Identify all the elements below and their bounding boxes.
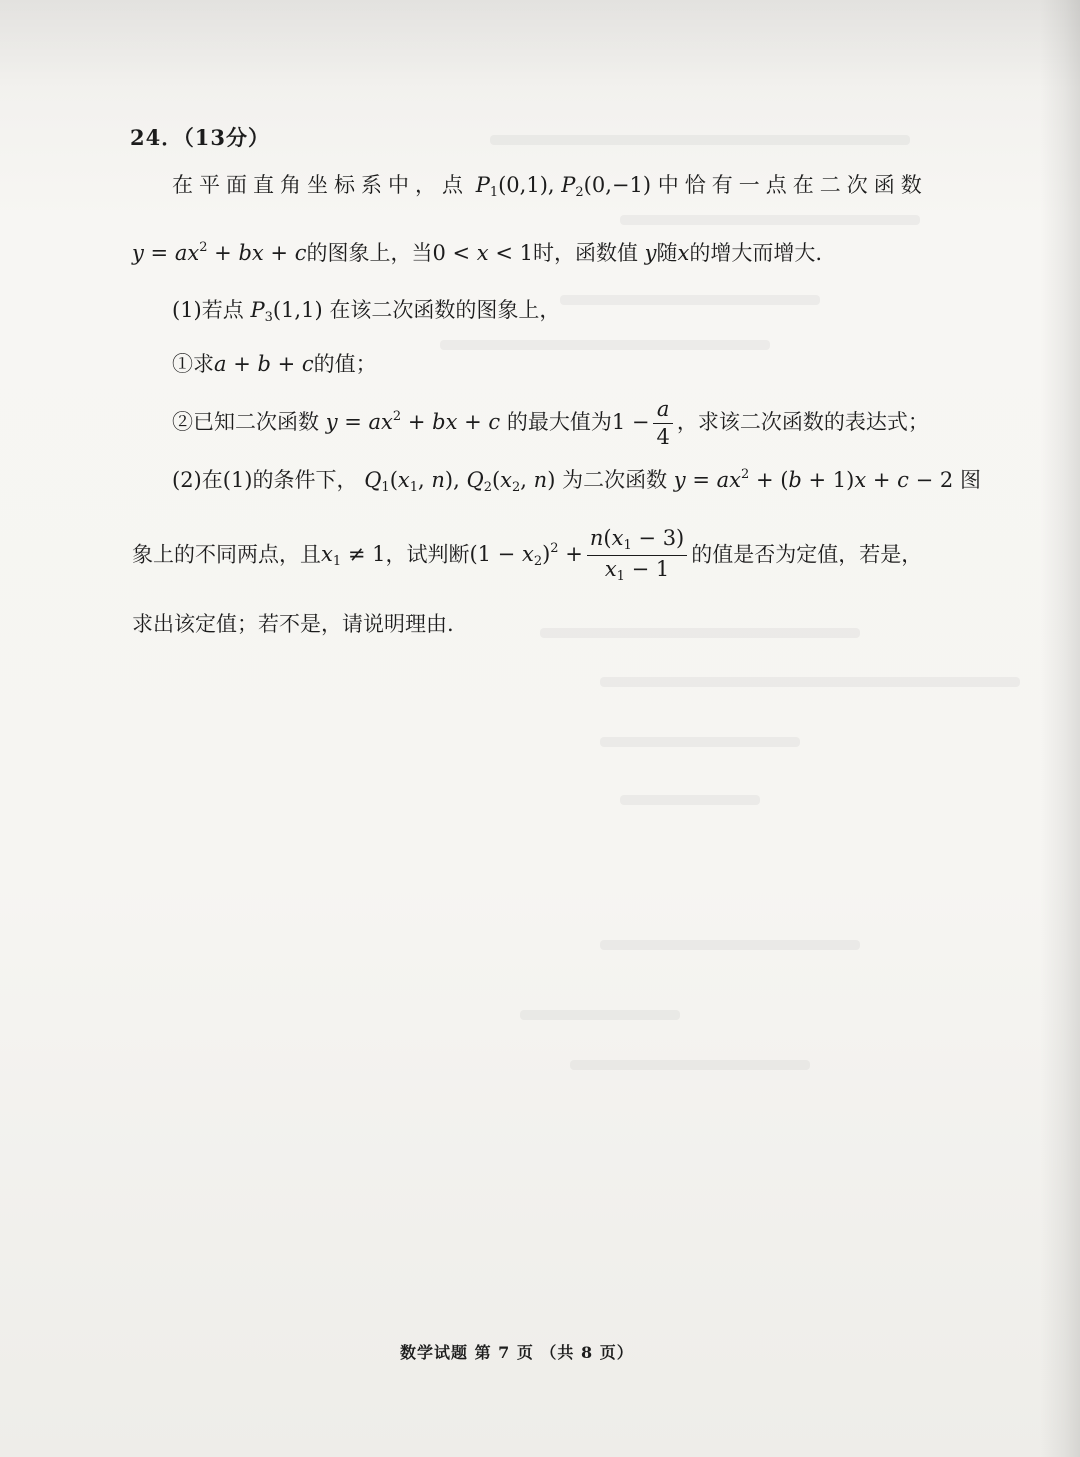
bleed-through-mark — [620, 795, 760, 805]
fraction-numerator: $n(x_1 - 3)$ — [587, 527, 687, 556]
part-1b-text: ②已知二次函数 — [172, 410, 319, 435]
part-1a-text: ①求 — [172, 352, 214, 376]
bleed-through-mark — [440, 340, 770, 350]
part-1b-text: ，求该二次函数的表达式； — [676, 410, 929, 435]
part-2-line-1 — [172, 467, 981, 496]
part-1a-line — [172, 352, 377, 377]
fraction-a-over-4 — [653, 398, 672, 449]
bleed-through-mark — [560, 295, 820, 305]
bleed-through-mark — [620, 215, 920, 225]
bleed-through-mark — [540, 628, 860, 638]
intro-text: 的增大而增大. — [689, 241, 823, 265]
part-1-text: (1)若点 — [172, 298, 244, 322]
intro-text: 的图象上，当 — [306, 241, 433, 265]
part-2-text: 象上的不同两点，且 — [132, 542, 321, 567]
question-number: 24．（13分） — [130, 125, 270, 150]
bleed-through-mark — [520, 1010, 680, 1020]
part-2-line-3: 求出该定值；若不是，请说明理由. — [132, 612, 454, 636]
part-2-text: ，试判断 — [385, 542, 470, 567]
math-a-plus-b-plus-c: a + b + c — [214, 352, 314, 376]
math-points-q1-q2: $Q_1(x_1$, n), $Q_2(x_2$, n) — [364, 468, 556, 495]
math-x1-not-1: $x_1 \ne 1$ — [321, 542, 386, 570]
part-1a-text: 的值； — [313, 352, 377, 376]
fraction-denominator: $x_1 - 1$ — [604, 557, 670, 585]
bleed-through-mark — [490, 135, 910, 145]
part-2-text: 图 — [959, 468, 981, 492]
page-top-shadow — [0, 0, 1080, 90]
fraction-denominator: 4 — [656, 425, 670, 450]
math-expression-lead: $(1 - x_2)^2$ + — [469, 541, 583, 570]
page-footer: 数学试题 第 7 页 （共 8 页） — [400, 1343, 634, 1362]
fraction-numerator: a — [653, 398, 672, 424]
part-2-text: (2)在(1)的条件下， — [172, 468, 358, 492]
math-quadratic-function: $y = ax^2$ + bx + c — [325, 409, 501, 435]
variable-x: x — [677, 241, 690, 265]
page-edge-shadow — [1040, 0, 1080, 1457]
intro-line-2 — [132, 240, 822, 266]
math-points-p1-p2: $P_1(0,1)$, $P_2(0,-1)$ — [475, 173, 652, 200]
part-1b-line — [172, 398, 929, 449]
intro-line-1 — [172, 173, 928, 201]
part-1-text: 在该二次函数的图象上， — [329, 298, 561, 322]
math-quadratic-function-2: $y = ax^2 + (b + 1)x + c - 2$ — [673, 467, 954, 492]
intro-text: 随 — [656, 241, 678, 265]
part-2-text: 的值是否为定值，若是， — [691, 542, 923, 567]
math-quadratic-function: $y = ax^2$ + bx + c — [132, 240, 307, 265]
math-point-p3: $P_3(1,1)$ — [250, 298, 323, 325]
bleed-through-mark — [600, 737, 800, 747]
intro-text: 中恰有一点在二次函数 — [657, 173, 928, 197]
math-max-lead: 1 − — [611, 410, 650, 435]
part-1-line — [172, 298, 560, 326]
bleed-through-mark — [570, 1060, 810, 1070]
part-2-line-2 — [132, 527, 922, 585]
fraction-n-x1-minus-3-over-x1-minus-1 — [587, 527, 687, 585]
intro-text: 在平面直角坐标系中，点 — [172, 173, 469, 197]
bleed-through-mark — [600, 940, 860, 950]
intro-text: 时，函数值 — [532, 241, 638, 265]
part-2-text: 为二次函数 — [562, 468, 668, 492]
math-x-range: 0 < x < 1 — [432, 241, 533, 265]
variable-y: y — [644, 241, 657, 265]
part-1b-text: 的最大值为 — [506, 410, 612, 435]
bleed-through-mark — [600, 677, 1020, 687]
